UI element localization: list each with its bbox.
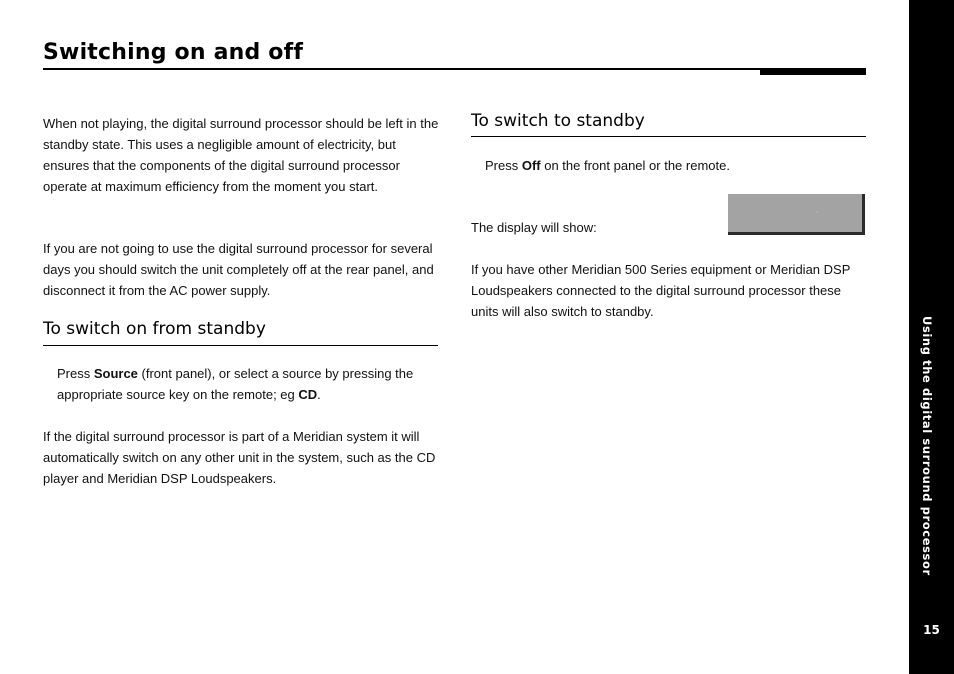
section-rule-standby: [471, 136, 866, 137]
display-label: The display will show:: [471, 220, 597, 235]
intro-paragraph-2: If you are not going to use the digital surround processor for several days you should switch the unit completely off at the rear panel, and disconnect it from the AC power supply.: [43, 241, 434, 298]
display-readout: ·: [816, 210, 820, 216]
page-title: Switching on and off: [43, 40, 304, 65]
section-heading-standby: To switch to standby: [471, 111, 645, 131]
section-rule-switch-on: [43, 345, 438, 346]
display-screen: [728, 194, 862, 232]
title-rule-accent: [760, 68, 866, 75]
cd-key-label: CD: [298, 387, 318, 402]
title-rule: [43, 68, 866, 70]
section-heading-switch-on: To switch on from standby: [43, 319, 266, 339]
off-key-label: Off: [521, 158, 541, 173]
display-panel: [728, 194, 865, 235]
intro-paragraph-1: When not playing, the digital surround processor should be left in the standby state. This uses a negligible amount of electricity, but ensures that the components of the digital surround processor operate at maximum efficiency from the moment you start.: [43, 116, 439, 194]
page-number: 15: [923, 623, 940, 637]
source-key-label: Source: [93, 366, 138, 381]
switch-on-instruction: Press Source (front panel), or select a source by pressing the appropriate source key on the remote; eg CD.: [57, 366, 414, 402]
standby-note-paragraph: If you have other Meridian 500 Series equipment or Meridian DSP Loudspeakers connected to the digital surround processor these units will also switch to standby.: [471, 262, 851, 319]
standby-instruction: Press Off on the front panel or the remote.: [485, 158, 730, 173]
side-tab-label: Using the digital surround processor: [920, 316, 934, 576]
system-note-paragraph: If the digital surround processor is part of a Meridian system it will automatically switch on any other unit in the system, such as the CD player and Meridian DSP Loudspeakers.: [43, 429, 436, 486]
